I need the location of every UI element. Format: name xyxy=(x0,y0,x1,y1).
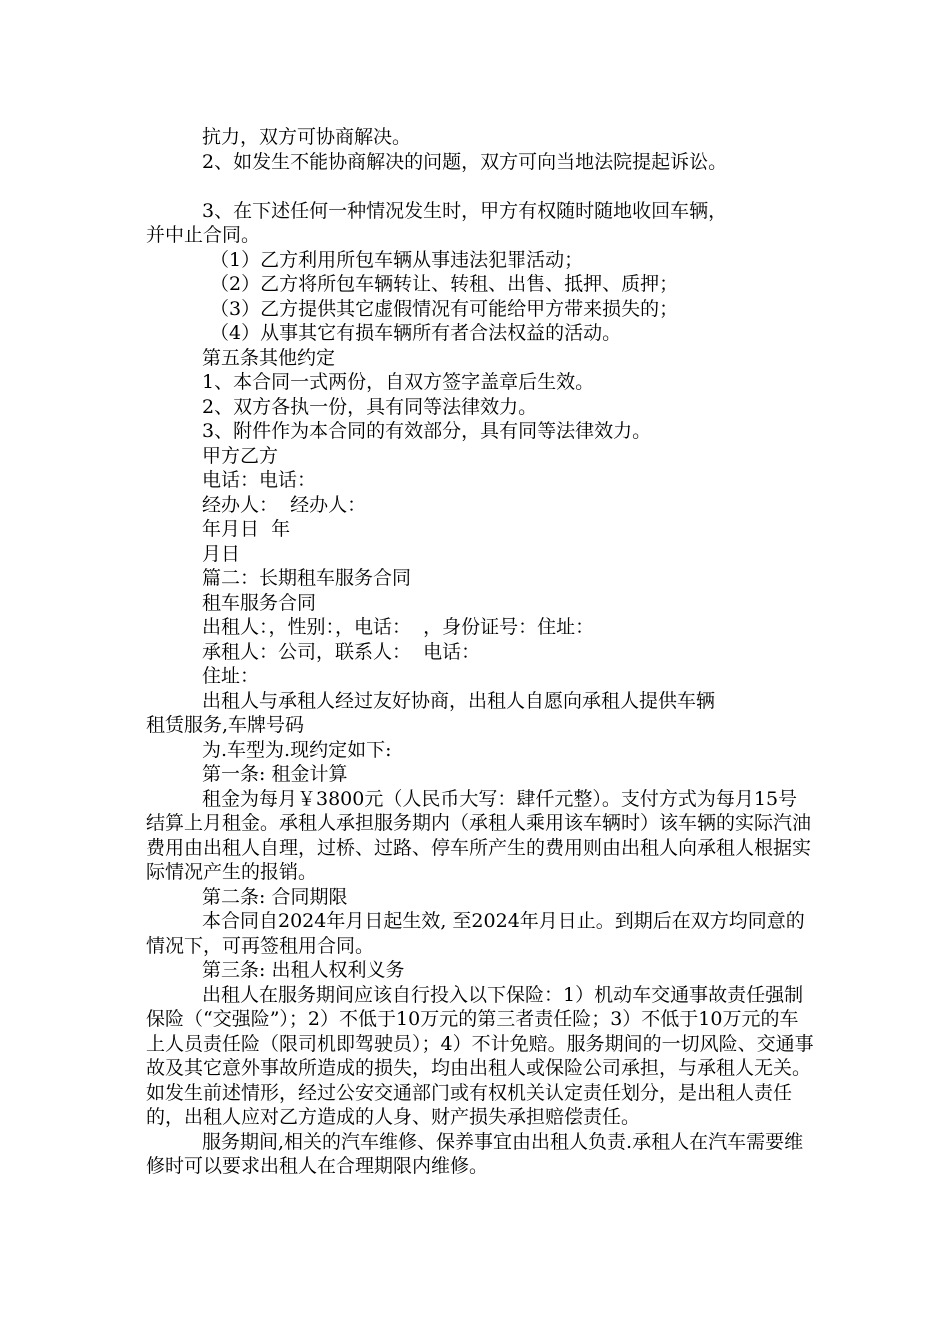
text-line: 3、在下述任何一种情况发生时，甲方有权随时随地收回车辆， xyxy=(202,199,728,222)
contract-title: 租车服务合同 xyxy=(202,591,317,614)
section-heading: 第五条其他约定 xyxy=(202,346,336,369)
document-body xyxy=(146,125,816,1179)
paragraph: 本合同自2024年月日起生效, 至2024年月日止。到期后在双方均同意的情况下，可再签租用合同。 xyxy=(146,910,805,957)
text-line: 1、本合同一式两份，自双方签字盖章后生效。 xyxy=(202,371,595,393)
article-heading: 第一条: 租金计算 xyxy=(202,763,348,785)
article-heading: 第三条: 出租人权利义务 xyxy=(202,959,405,981)
paragraph: 出租人在服务期间应该自行投入以下保险：1）机动车交通事故责任强制保险（“交强险”）；2）不低于10万元的第三者责任险；3）不低于10万元的车上人员责任险（限司机即驾驶员）；4）不计免赔。服务期间的一切风险、交通事故及其它意外事故所造成的损失，均由出租人或保险公司承担，与承租人无关。 如发生前述情形，经过公安交通部门或有权机关认定责任划分，是出租人责任的，出租人应对乙方造成的人身、财产损失承担赔偿责任。 xyxy=(146,983,814,1128)
address-line: 住址： xyxy=(202,665,260,687)
chapter-title: 篇二：长期租车服务合同 xyxy=(202,567,412,589)
list-item: （3）乙方提供其它虚假情况有可能给甲方带来损失的； xyxy=(210,297,679,320)
paragraph: 租金为每月￥3800元（人民币大写：肆仟元整）。支付方式为每月15号结算上月租金。承租人承担服务期内（承租人乘用该车辆时）该车辆的实际汽油费用由出租人自理，过桥、过路、停车所产生的费用则由出租人向承租人根据实际情况产生的报销。 xyxy=(146,787,812,883)
text-line: 并中止合同。 xyxy=(146,224,261,246)
signature-phone: 电话：电话： xyxy=(202,469,317,491)
signature-parties: 甲方乙方 xyxy=(202,444,279,467)
list-item: （4）从事其它有损车辆所有者合法权益的活动。 xyxy=(210,322,622,344)
text-line: 2、如发生不能协商解决的问题，双方可向当地法院提起诉讼。 xyxy=(202,150,728,173)
text-line: 2、双方各执一份，具有同等法律效力。 xyxy=(202,395,538,418)
article-heading: 第二条: 合同期限 xyxy=(202,885,348,908)
text-line: 抗力，双方可协商解决。 xyxy=(202,126,412,148)
text-line: 出租人与承租人经过友好协商，出租人自愿向承租人提供车辆 xyxy=(202,689,716,712)
list-item: （1）乙方利用所包车辆从事违法犯罪活动； xyxy=(210,248,584,271)
signature-date: 年月日 年 xyxy=(202,518,291,540)
blank-line xyxy=(146,174,816,199)
text-line: 为.车型为.现约定如下: xyxy=(202,738,392,761)
signature-agent: 经办人： 经办人： xyxy=(202,493,367,516)
list-item: （2）乙方将所包车辆转让、转租、出售、抵押、质押； xyxy=(210,273,679,295)
lessee-info: 承租人：公司，联系人： 电话： xyxy=(202,640,481,663)
text-line: 3、附件作为本合同的有效部分，具有同等法律效力。 xyxy=(202,420,652,442)
signature-date: 月日 xyxy=(202,542,241,565)
text-line: 租赁服务,车牌号码 xyxy=(146,714,305,736)
lessor-info: 出租人：，性别：，电话： ，身份证号：住址： xyxy=(202,616,595,638)
paragraph: 服务期间,相关的汽车维修、保养事宜由出租人负责.承租人在汽车需要维修时可以要求出租人在合理期限内维修。 xyxy=(146,1130,804,1177)
